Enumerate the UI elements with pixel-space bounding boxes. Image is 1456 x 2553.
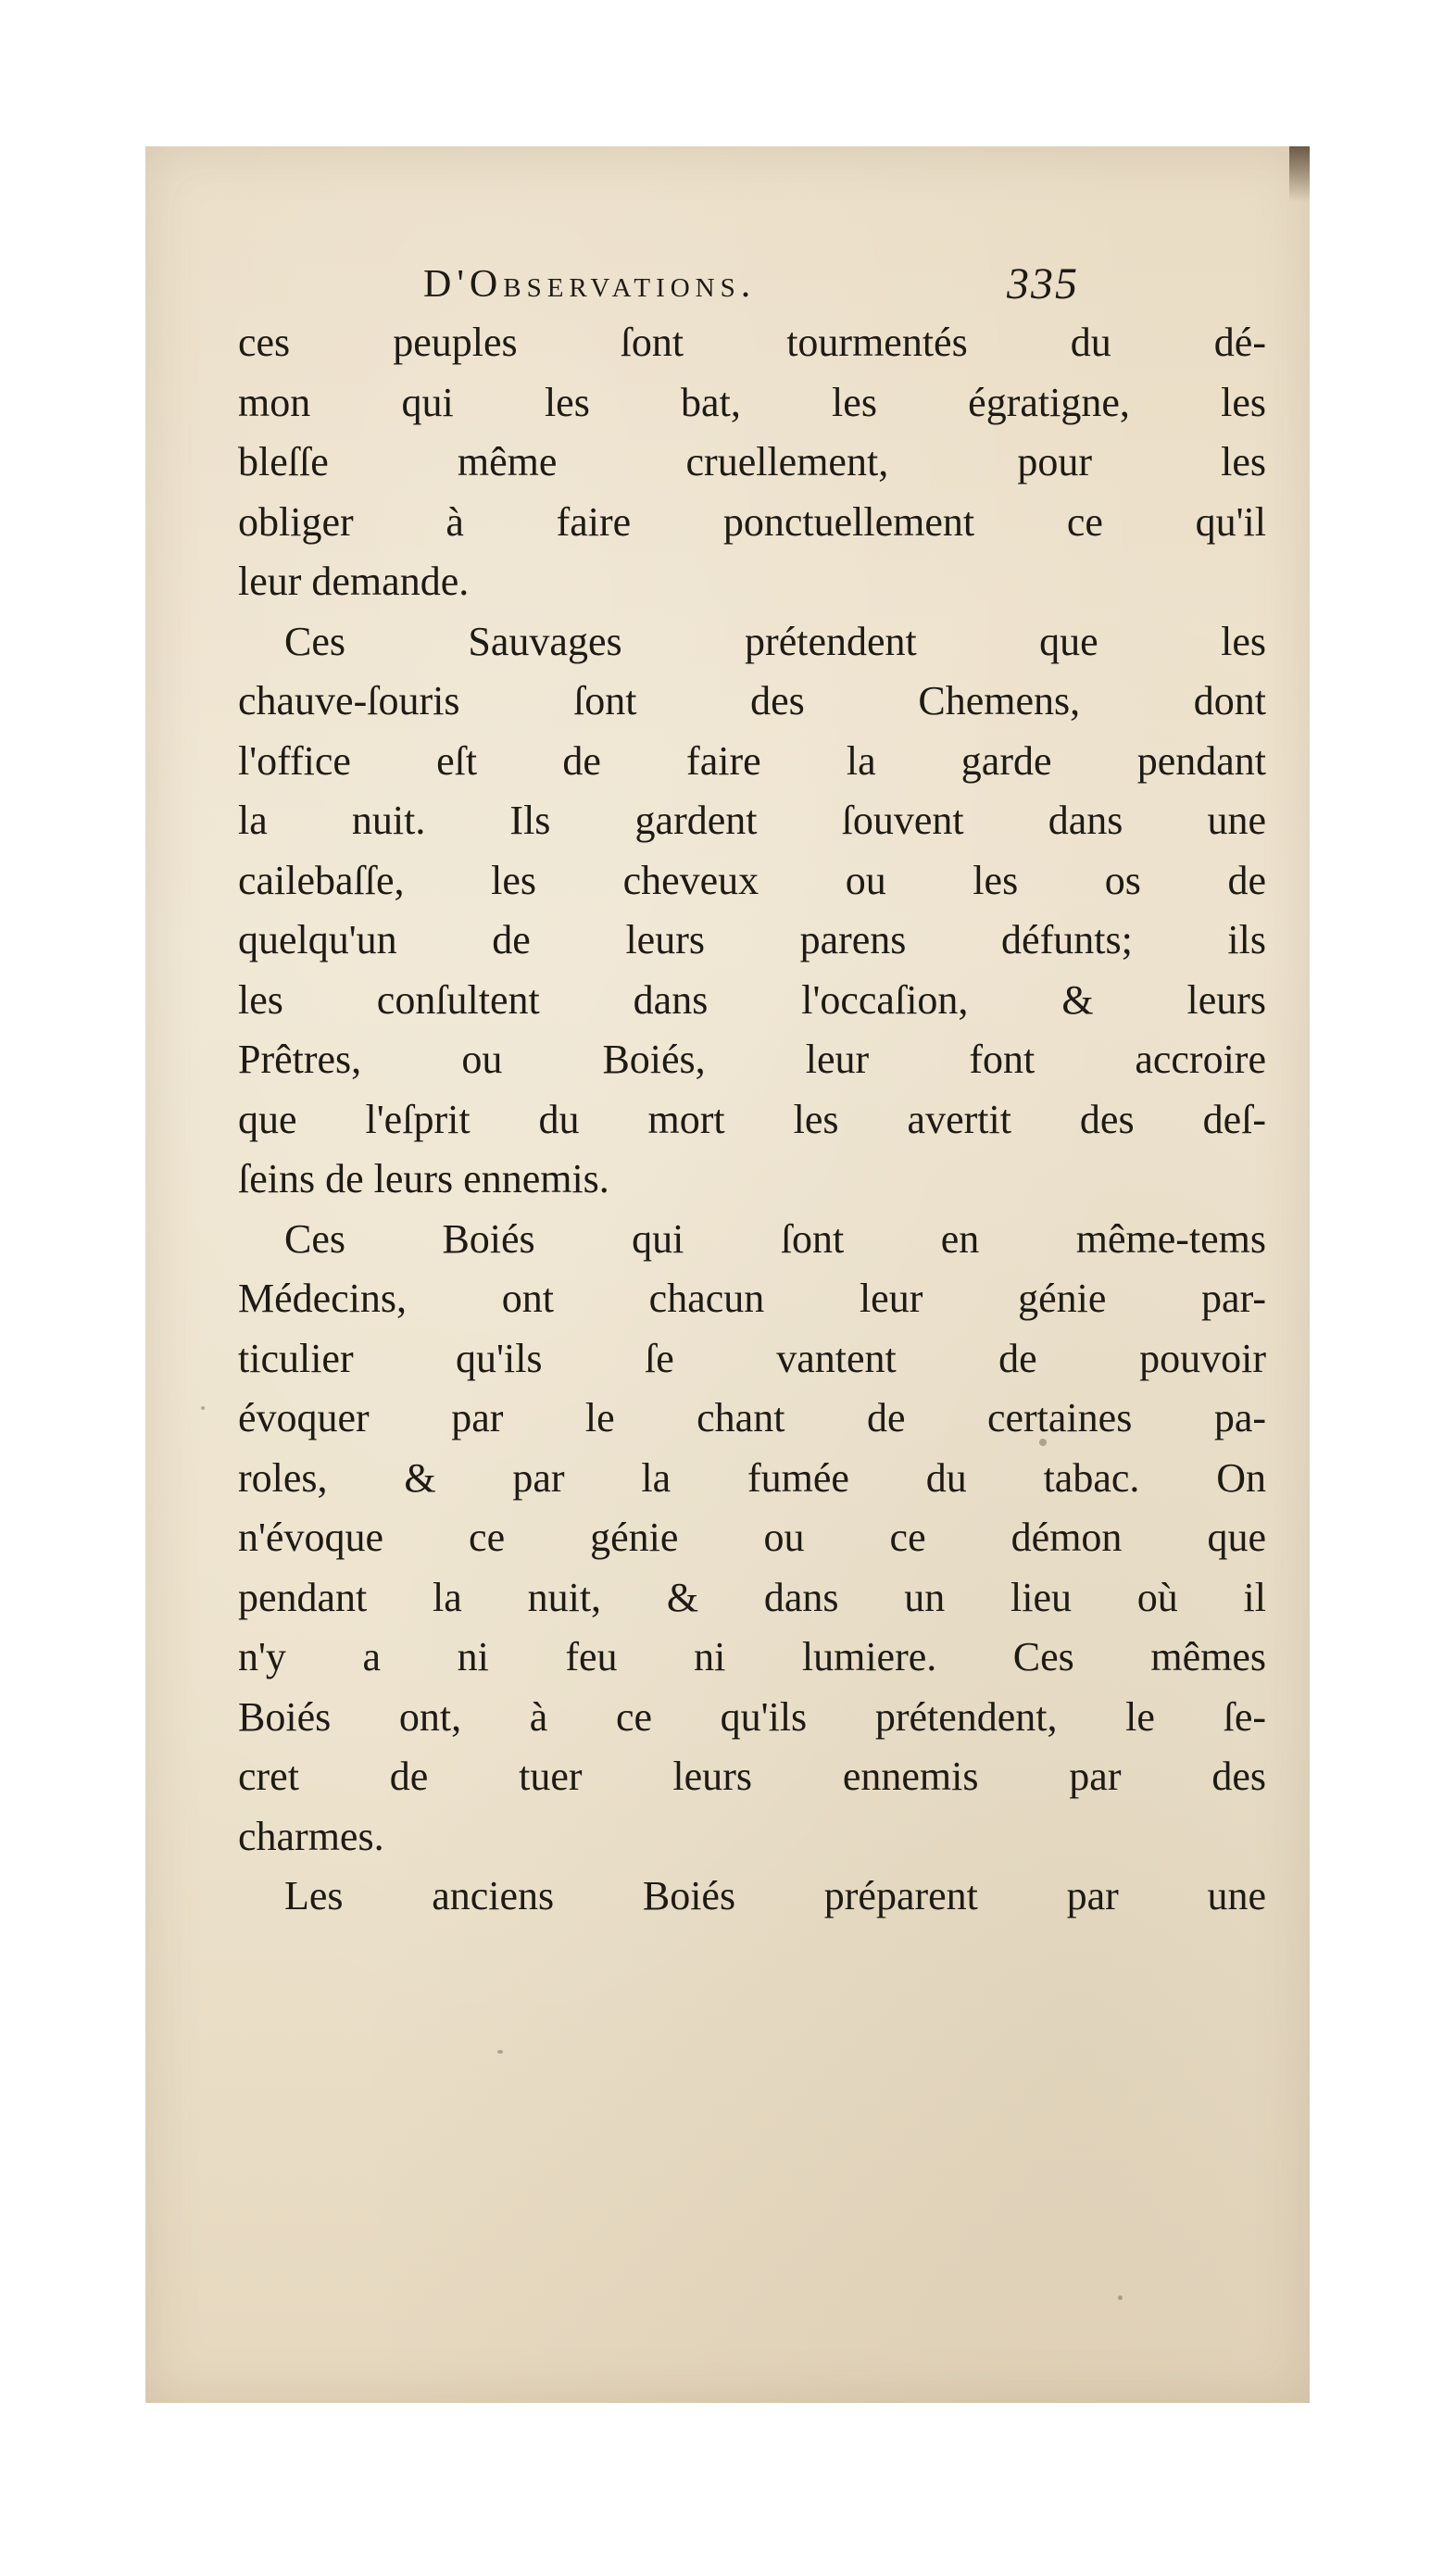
book-page <box>145 146 1310 2403</box>
text-line: n'y a ni feu ni lumiere. Ces mêmes <box>238 1634 1266 1679</box>
text-line: l'office eſt de faire la garde pendant <box>238 737 1266 784</box>
text-line: les conſultent dans l'occaſion, & leurs <box>238 976 1266 1023</box>
paper-speck <box>201 1406 205 1410</box>
text-line: roles, & par la fumée du tabac. On <box>238 1454 1266 1501</box>
text-line: obliger à faire ponctuellement ce qu'il <box>238 498 1266 545</box>
paper-speck <box>1039 1439 1047 1446</box>
text-line: chauve-ſouris ſont des Chemens, dont <box>238 678 1266 723</box>
text-line: cret de tuer leurs ennemis par des <box>238 1754 1266 1799</box>
paper-speck <box>1118 2295 1123 2300</box>
running-head <box>238 258 1266 311</box>
text-line: ſeins de leurs ennemis. <box>238 1156 609 1201</box>
text-line: que l'eſprit du mort les avertit des deſ- <box>238 1096 1266 1142</box>
text-line: leur demande. <box>238 559 470 604</box>
text-line: Médecins, ont chacun leur génie par- <box>238 1276 1266 1321</box>
text-line: Les anciens Boiés préparent par une <box>284 1873 1266 1918</box>
text-line: Ces Boiés qui ſont en même-tems <box>284 1215 1266 1262</box>
text-line: quelqu'un de leurs parens défunts; ils <box>238 917 1266 962</box>
text-line: mon qui les bat, les égratigne, les <box>238 379 1266 425</box>
text-line: Boiés ont, à ce qu'ils prétendent, le ſe- <box>238 1693 1266 1740</box>
page-number: 335 <box>1007 259 1079 308</box>
text-line: Ces Sauvages prétendent que les <box>284 618 1266 664</box>
paper-speck <box>497 2050 503 2054</box>
running-head-title: D'Observations. <box>423 263 757 306</box>
text-line: ticulier qu'ils ſe vantent de pouvoir <box>238 1335 1266 1381</box>
text-line: la nuit. Ils gardent ſouvent dans une <box>238 798 1266 843</box>
text-line: ces peuples ſont tourmentés du dé- <box>238 320 1266 365</box>
text-line: évoquer par le chant de certaines pa- <box>238 1395 1266 1440</box>
page-text <box>238 258 1266 1927</box>
text-line: n'évoque ce génie ou ce démon que <box>238 1515 1266 1560</box>
text-line: charmes. <box>238 1813 384 1859</box>
text-line: bleſſe même cruellement, pour les <box>238 439 1266 484</box>
text-line: Prêtres, ou Boiés, leur font accroire <box>238 1037 1266 1082</box>
text-line: cailebaſſe, les cheveux ou les os de <box>238 857 1266 903</box>
text-line: pendant la nuit, & dans un lieu où il <box>238 1574 1266 1620</box>
